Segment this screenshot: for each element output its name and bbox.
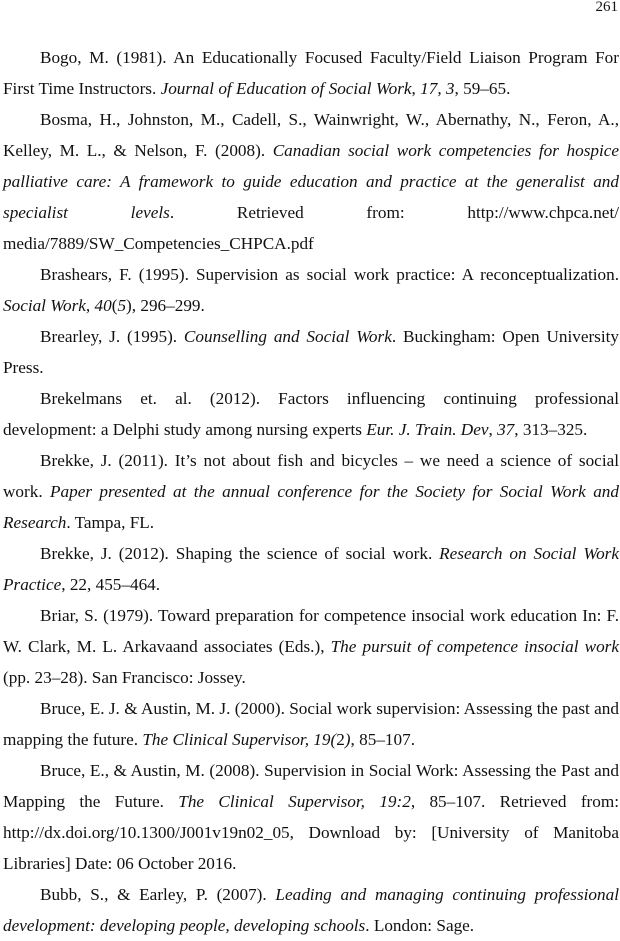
reference-entry <box>3 600 619 693</box>
reference-italic-text: Journal of Education of Social Work <box>160 79 412 98</box>
reference-text: Brearley, J. (1995). <box>40 327 184 346</box>
reference-entry <box>3 259 619 321</box>
reference-italic-text: Counselling and Social Work <box>183 327 392 346</box>
reference-text: , <box>85 296 95 315</box>
reference-text: Bubb, S., & Earley, P. (2007). <box>40 885 276 904</box>
reference-italic-text: 17, 3 <box>420 79 455 98</box>
reference-text: Brekelmans et. al. (2012). Factors influencing continuing professional development: a Delphi study among nursing experts <box>3 389 619 439</box>
reference-italic-text: Canadian social work competencies for hospice palliative care: A framework to guide education and practice at the generalist and specialist levels <box>3 141 620 222</box>
reference-text: . Buckingham: Open University Press. <box>3 327 620 377</box>
reference-italic-text: 37 <box>497 420 515 439</box>
reference-italic-text: The pursuit of competence insocial work <box>330 637 619 656</box>
reference-italic-text: The Clinical Supervisor, 19( <box>142 730 337 749</box>
reference-entry <box>3 538 619 600</box>
reference-text: . Retrieved from: http://www.chpca.net/ media/7889/SW_Competencies_CHPCA.pdf <box>3 203 619 253</box>
reference-text: (pp. 23–28). San Francisco: Jossey. <box>3 668 246 687</box>
reference-text: . London: Sage. <box>365 916 475 935</box>
reference-text: ), 296–299. <box>126 296 205 315</box>
reference-text: Brekke, J. (2012). Shaping the science of social work. <box>40 544 440 563</box>
reference-text: , 85–107. Retrieved from: http://dx.doi.org/10.1300/J001v19n02_05, Download by: [University of Manitoba Libraries] Date: 06 October 2016. <box>3 792 620 873</box>
reference-text: , 85–107. <box>350 730 415 749</box>
reference-text: ( <box>111 296 118 315</box>
reference-italic-text: ) <box>344 730 351 749</box>
reference-text: Brekke, J. (2011). It’s not about fish and bicycles – we need a science of social work. <box>3 451 619 501</box>
reference-text: , 22, 455–464. <box>61 575 161 594</box>
reference-entry <box>3 693 619 755</box>
reference-entry <box>3 879 619 941</box>
reference-text: Bosma, H., Johnston, M., Cadell, S., Wainwright, W., Abernathy, N., Feron, A., Kelley, M. L., & Nelson, F. (2008). <box>3 110 619 160</box>
reference-text: . Tampa, FL. <box>66 513 155 532</box>
reference-text: , <box>411 79 421 98</box>
reference-text: Bruce, E. J. & Austin, M. J. (2000). Social work supervision: Assessing the past and mapping the future. <box>3 699 619 749</box>
page-number: 261 <box>595 0 618 15</box>
reference-text: 2 <box>336 730 345 749</box>
reference-entry <box>3 383 619 445</box>
reference-text: , <box>488 420 498 439</box>
reference-italic-text: Research on Social Work Practice <box>3 544 619 594</box>
reference-entry <box>3 755 619 879</box>
reference-italic-text: Leading and managing continuing professional development: developing people, developing schools <box>3 885 619 935</box>
reference-italic-text: Paper presented at the annual conference for the Society for Social Work and Research <box>3 482 619 532</box>
reference-entry <box>3 42 619 104</box>
reference-text: Bruce, E., & Austin, M. (2008). Supervision in Social Work: Assessing the Past and Mapping the Future. <box>3 761 619 811</box>
reference-italic-text: Eur. J. Train. Dev <box>366 420 489 439</box>
reference-list <box>3 42 619 941</box>
reference-italic-text: The Clinical Supervisor, 19:2 <box>178 792 411 811</box>
reference-text: Bogo, M. (1981). An Educationally Focused Faculty/Field Liaison Program For First Time Instructors. <box>3 48 619 98</box>
reference-italic-text: Social Work <box>3 296 86 315</box>
reference-entry <box>3 104 619 259</box>
reference-text: Brashears, F. (1995). Supervision as social work practice: A reconceptualization. <box>40 265 619 284</box>
reference-text: Briar, S. (1979). Toward preparation for competence insocial work education In: F. W. Clark, M. L. Arkavaand associates (Eds.), <box>3 606 619 656</box>
reference-entry <box>3 445 619 538</box>
reference-text: , 59–65. <box>454 79 511 98</box>
reference-italic-text: 40 <box>94 296 112 315</box>
reference-text: , 313–325. <box>514 420 588 439</box>
reference-entry <box>3 321 619 383</box>
reference-italic-text: 5 <box>117 296 127 315</box>
